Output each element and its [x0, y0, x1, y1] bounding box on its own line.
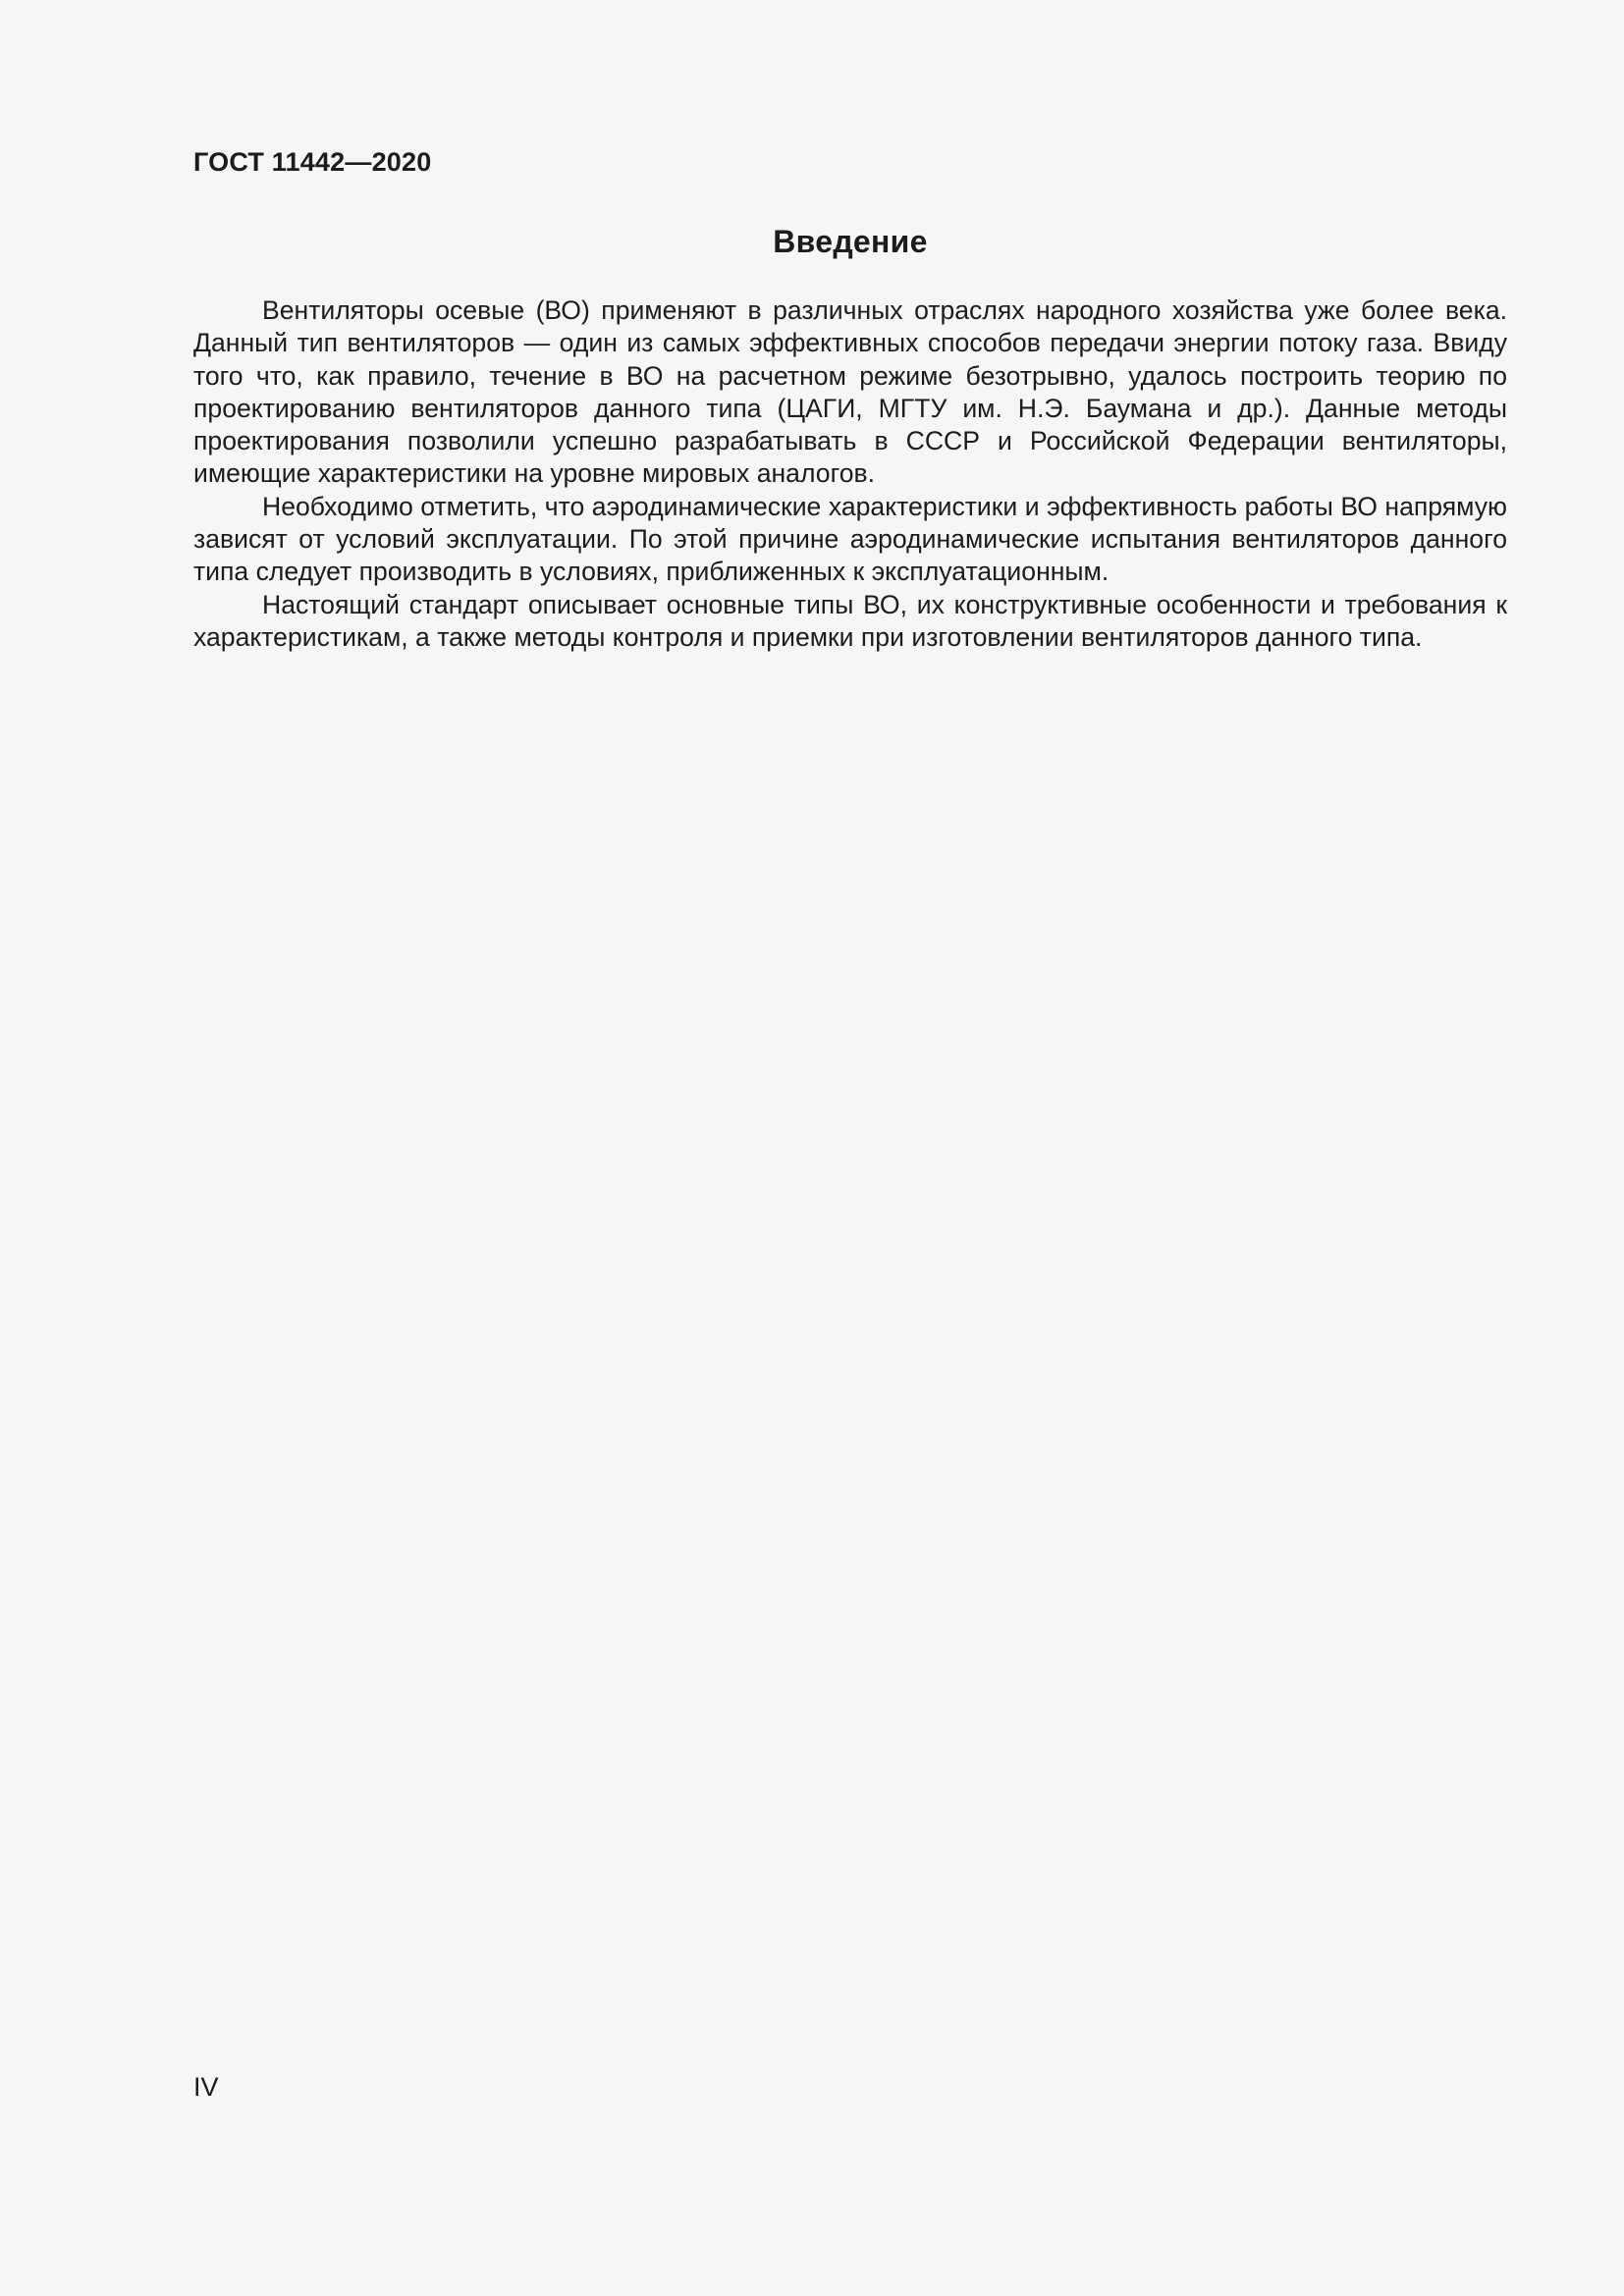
- paragraph-3: Настоящий стандарт описывает основные типы ВО, их конструктивные особенности и требования к характеристикам, а также методы контроля и приемки при изготовлении вентиляторов данного типа.: [193, 589, 1507, 652]
- paragraph-1: Вентиляторы осевые (ВО) применяют в различных отраслях народного хозяйства уже более века. Данный тип вентиляторов — один из самых эффективных способов передачи энергии потоку газа. Ввиду того что, как правило, течение в ВО на расчетном режиме безотрывно, удалось построить теорию по проектированию вентиляторов данного типа (ЦАГИ, МГТУ им. Н.Э. Баумана и др.). Данные методы проектирования позволили успешно разрабатывать в СССР и Российской Федерации вентиляторы, имеющие характеристики на уровне мировых аналогов.: [193, 295, 1507, 489]
- paragraph-2: Необходимо отметить, что аэродинамические характеристики и эффективность работы ВО напрямую зависят от условий эксплуатации. По этой причине аэродинамические испытания вентиляторов данного типа следует производить в условиях, приближенных к эксплуатационным.: [193, 491, 1507, 587]
- page-number: IV: [193, 2072, 219, 2102]
- section-title: Введение: [773, 224, 928, 259]
- document-code-header: ГОСТ 11442—2020: [193, 147, 432, 177]
- section-body: [193, 294, 1507, 654]
